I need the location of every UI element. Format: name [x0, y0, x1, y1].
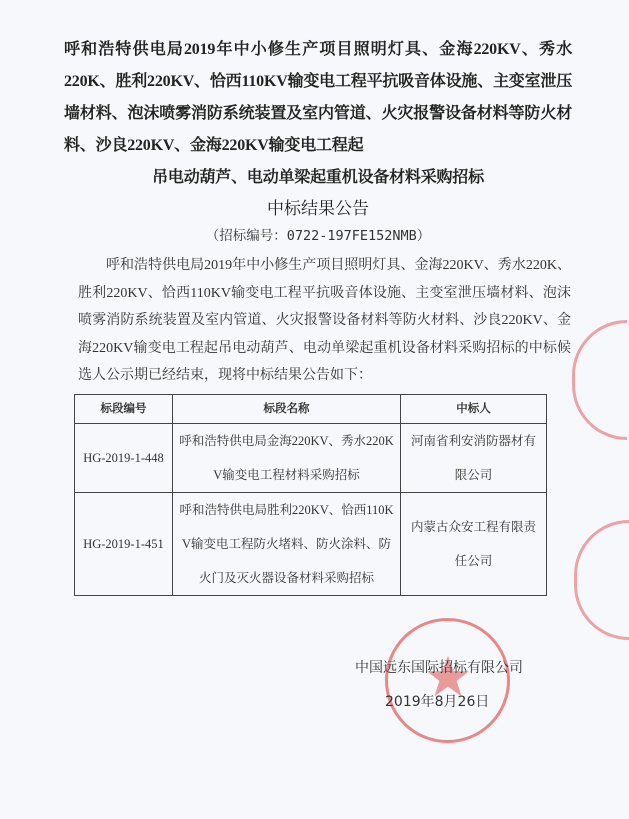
- table-row: [75, 492, 547, 595]
- signature-date: 2019年8月26日: [385, 693, 490, 710]
- lot-number: HG-2019-1-451: [75, 492, 173, 595]
- signature-company: 中国远东国际招标有限公司: [355, 659, 523, 676]
- lot-name: 呼和浩特供电局金海220KV、秀水220KV输变电工程材料采购招标: [173, 423, 401, 492]
- header-lot-number: 标段编号: [75, 394, 173, 423]
- header-winner: 中标人: [401, 394, 547, 423]
- partial-stamp-bottom: [574, 520, 629, 640]
- winner: 河南省利安消防器材有限公司: [401, 423, 547, 492]
- document: [64, 34, 572, 748]
- subtitle: 中标结果公告: [267, 199, 369, 218]
- winner: 内蒙古众安工程有限责任公司: [401, 492, 547, 595]
- title-last-line: 吊电动葫芦、电动单梁起重机设备材料采购招标: [152, 169, 484, 186]
- header-lot-name: 标段名称: [173, 394, 401, 423]
- signature-block: [355, 658, 555, 748]
- lot-number: HG-2019-1-448: [75, 423, 173, 492]
- table-header-row: [75, 394, 547, 423]
- tender-code: （招标编号：0722-197FE152NMB）: [205, 228, 431, 244]
- lot-name: 呼和浩特供电局胜利220KV、恰西110KV输变电工程防火堵料、防火涂料、防火门及灭火器设备材料采购招标: [173, 492, 401, 595]
- result-table: [74, 394, 547, 596]
- table-row: [75, 423, 547, 492]
- title-main: 呼和浩特供电局2019年中小修生产项目照明灯具、金海220KV、秀水220K、胜利220KV、恰西110KV输变电工程平抗吸音体设施、主变室泄压墙材料、泡沫喷雾消防系统装置及室内管道、火灾报警设备材料等防火材料、沙良220KV、金海220KV输变电工程起: [64, 41, 572, 154]
- partial-stamp-top: [572, 320, 627, 440]
- body-paragraph: 呼和浩特供电局2019年中小修生产项目照明灯具、金海220KV、秀水220K、胜利220KV、恰西110KV输变电工程平抗吸音体设施、主变室泄压墙材料、泡沫喷雾消防系统装置及室内管道、火灾报警设备材料等防火材料、沙良220KV、金海220KV输变电工程起吊电动葫芦、电动单梁起重机设备材料采购招标的中标候选人公示期已经结束，现将中标结果公告如下：: [78, 258, 571, 383]
- document-title: [64, 34, 572, 194]
